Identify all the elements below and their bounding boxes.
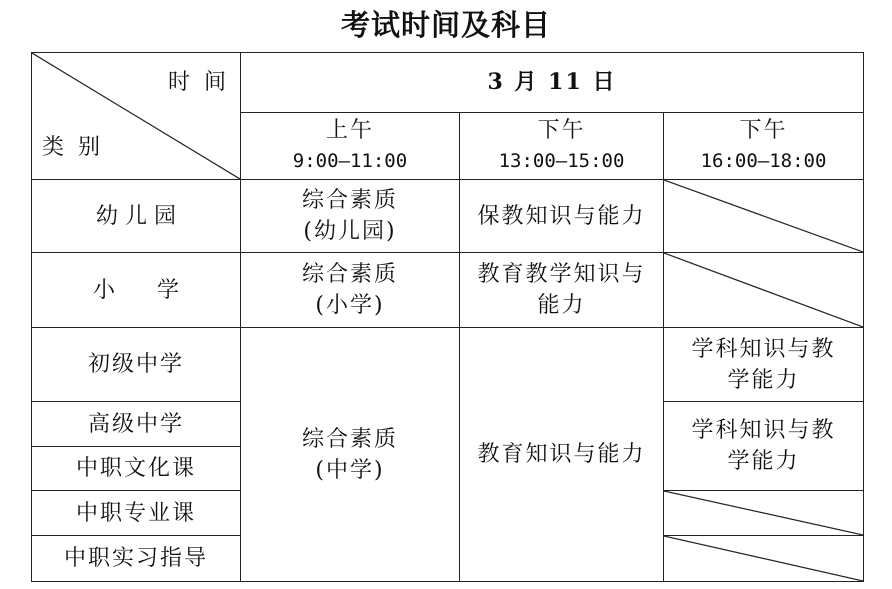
category-kindergarten (32, 180, 241, 253)
subject-cell (460, 253, 664, 328)
subject-line: (小学) (315, 293, 385, 318)
category-senior-middle (32, 402, 241, 447)
subject-line: 学科知识与教 (691, 336, 836, 362)
subject-line: 学科知识与教 (691, 418, 836, 443)
session-period: 下午 (537, 118, 586, 143)
category-label: 小 学 (93, 277, 179, 303)
corner-time-label: 时 间 (168, 70, 226, 95)
empty-slash-cell (664, 253, 864, 328)
row-primary (32, 253, 864, 328)
category-vocational-practice (32, 536, 241, 582)
subject-line: 综合素质 (301, 188, 398, 213)
page-title: 考试时间及科目 (340, 8, 551, 42)
subject-cell (664, 402, 864, 491)
slash-line (664, 491, 863, 535)
category-label: 高级中学 (87, 411, 184, 437)
row-kindergarten (32, 180, 864, 253)
subject-line: 综合素质 (301, 426, 398, 452)
category-label: 中职文化课 (75, 456, 196, 481)
subject-cell (241, 328, 460, 582)
subject-cell (460, 328, 664, 582)
subject-cell (460, 180, 664, 253)
session-header-1 (241, 113, 460, 180)
category-label: 幼 儿 园 (96, 203, 176, 229)
session-time: 16:00—18:00 (700, 150, 827, 172)
subject-line: 综合素质 (301, 262, 398, 287)
header-row-date (32, 53, 864, 113)
category-vocational-major (32, 491, 241, 536)
session-period: 下午 (739, 118, 788, 143)
category-label: 初级中学 (87, 352, 184, 377)
subject-cell (241, 180, 460, 253)
category-junior-middle (32, 328, 241, 402)
subject-line: (中学) (315, 457, 385, 483)
subject-line: 保教知识与能力 (477, 203, 646, 229)
subject-line: 教育知识与能力 (477, 442, 646, 467)
subject-line: 学能力 (727, 449, 800, 474)
corner-category-label: 类 别 (42, 135, 100, 160)
category-label: 中职实习指导 (63, 546, 208, 571)
subject-line: 学能力 (727, 367, 800, 393)
subject-cell (241, 253, 460, 328)
category-label: 中职专业课 (75, 500, 196, 526)
empty-slash-cell (664, 536, 864, 582)
session-header-2 (460, 113, 664, 180)
category-primary (32, 253, 241, 328)
slash-line (664, 536, 863, 581)
subject-line: 能力 (537, 293, 586, 318)
session-time: 13:00—15:00 (498, 150, 625, 172)
corner-header-cell (32, 53, 241, 180)
slash-line (664, 180, 863, 252)
empty-slash-cell (664, 180, 864, 253)
subject-cell (664, 328, 864, 402)
subject-line: 教育教学知识与 (477, 262, 646, 287)
session-period: 上午 (325, 118, 374, 143)
subject-line: (幼儿园) (303, 219, 397, 244)
date-header: 3 月 11 日 (241, 53, 864, 113)
session-header-3 (664, 113, 864, 180)
row-junior-middle (32, 328, 864, 402)
slash-line (664, 253, 863, 327)
category-vocational-culture (32, 447, 241, 491)
session-time: 9:00—11:00 (292, 150, 408, 172)
exam-schedule-table (31, 52, 864, 582)
empty-slash-cell (664, 491, 864, 536)
